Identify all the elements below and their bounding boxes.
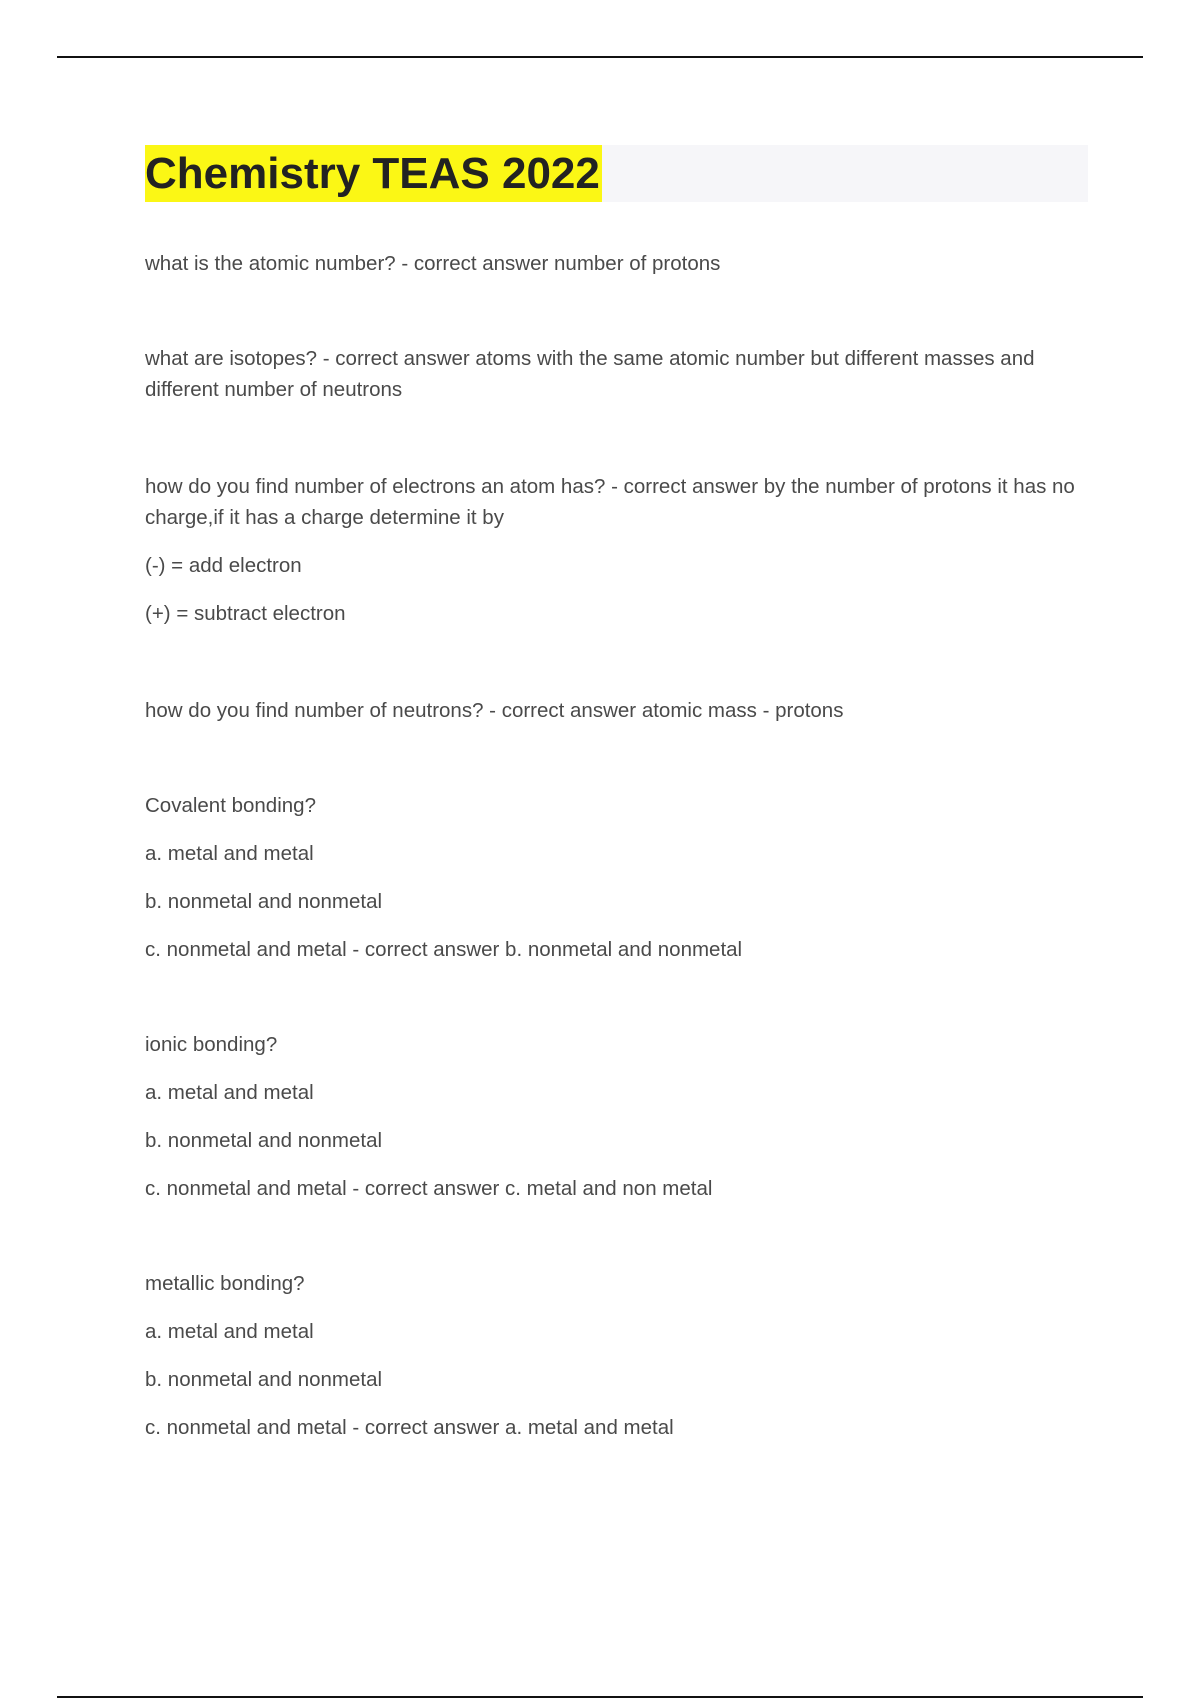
qa-metallic-option-b: b. nonmetal and nonmetal bbox=[145, 1368, 383, 1391]
qa-ionic bbox=[145, 1029, 1088, 1204]
title-bar bbox=[145, 145, 1088, 202]
qa-ionic-question: ionic bonding? bbox=[145, 1033, 278, 1056]
qa-electrons bbox=[145, 471, 1088, 629]
qa-covalent bbox=[145, 790, 1088, 965]
qa-electrons-rule-negative: (-) = add electron bbox=[145, 554, 302, 577]
qa-covalent-option-b: b. nonmetal and nonmetal bbox=[145, 890, 383, 913]
qa-electrons-text: how do you find number of electrons an atom has? - correct answer by the number of protons it has no charge,if it has a charge determine it by bbox=[145, 475, 1075, 529]
top-rule bbox=[57, 56, 1143, 58]
qa-ionic-option-b: b. nonmetal and nonmetal bbox=[145, 1129, 383, 1152]
qa-metallic-option-c: c. nonmetal and metal - correct answer a. metal and metal bbox=[145, 1416, 674, 1439]
qa-ionic-option-c: c. nonmetal and metal - correct answer c. metal and non metal bbox=[145, 1177, 713, 1200]
qa-electrons-rule-positive: (+) = subtract electron bbox=[145, 602, 346, 625]
qa-covalent-option-a: a. metal and metal bbox=[145, 842, 314, 865]
qa-isotopes: what are isotopes? - correct answer atoms with the same atomic number but different masses and different number of neutrons bbox=[145, 347, 1035, 401]
document-body bbox=[145, 145, 1088, 1443]
bottom-rule bbox=[57, 1696, 1143, 1698]
qa-metallic-option-a: a. metal and metal bbox=[145, 1320, 314, 1343]
qa-neutrons: how do you find number of neutrons? - correct answer atomic mass - protons bbox=[145, 699, 844, 722]
qa-ionic-option-a: a. metal and metal bbox=[145, 1081, 314, 1104]
qa-atomic-number: what is the atomic number? - correct answer number of protons bbox=[145, 252, 721, 275]
qa-covalent-option-c: c. nonmetal and metal - correct answer b. nonmetal and nonmetal bbox=[145, 938, 743, 961]
qa-covalent-question: Covalent bonding? bbox=[145, 794, 316, 817]
qa-metallic bbox=[145, 1268, 1088, 1443]
page-title: Chemistry TEAS 2022 bbox=[145, 145, 602, 202]
qa-metallic-question: metallic bonding? bbox=[145, 1272, 305, 1295]
